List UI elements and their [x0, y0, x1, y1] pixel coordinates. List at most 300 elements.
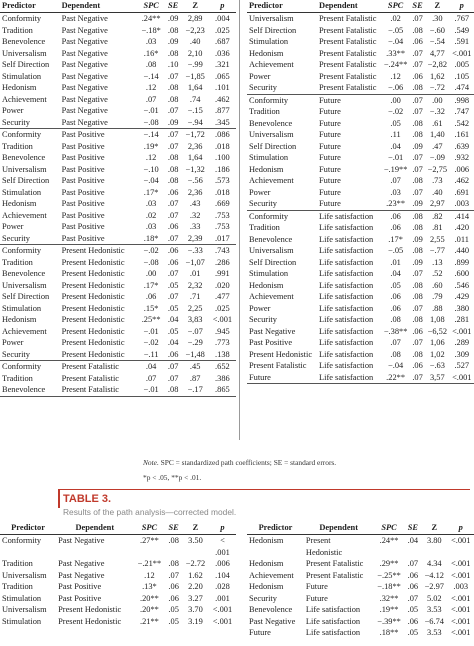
table-cell: .003	[453, 582, 469, 591]
table-cell: −.11	[138, 349, 165, 361]
table-cell: <.001	[450, 372, 474, 384]
table-cell: Life satisfaction	[319, 280, 374, 290]
column-header: SE	[405, 522, 421, 535]
table-cell: Power	[2, 106, 24, 115]
table-cell: Past Positive	[61, 141, 105, 151]
column-header: p	[209, 0, 236, 13]
table-cell: Life satisfaction	[305, 628, 361, 637]
table-cell: .03	[145, 37, 157, 46]
table-row	[247, 48, 474, 60]
table-cell: .05	[390, 280, 401, 290]
column-header: Dependent	[56, 522, 133, 535]
table-cell: .420	[454, 223, 470, 232]
table-cell: .08	[167, 164, 179, 174]
table-cell: 2,97	[425, 198, 449, 210]
table-cell: .08	[167, 48, 179, 58]
table-cell: .474	[450, 82, 474, 94]
column-header: SPC	[373, 522, 404, 535]
table-row	[0, 25, 236, 37]
table-cell: Past Positive	[61, 222, 105, 231]
table-cell: Present Hedonistic	[61, 257, 125, 267]
table-row	[247, 268, 474, 280]
table-cell: .07	[412, 14, 423, 23]
table-cell: .025	[215, 303, 230, 313]
table-cell: Universalism	[2, 48, 47, 58]
table-row	[247, 59, 474, 71]
table-cell: .16*	[143, 48, 159, 58]
table-row	[247, 13, 474, 25]
column-header: p	[209, 522, 236, 535]
table-row	[247, 118, 474, 130]
table-cell: 1,06	[429, 338, 445, 347]
table-cell: .33	[189, 222, 201, 231]
table-cell: Hedonism	[2, 199, 37, 208]
table-cell: Present Hedonistic	[61, 269, 125, 278]
table-cell: .40	[432, 187, 443, 197]
table-cell: Future	[319, 187, 341, 197]
table-cell: .991	[215, 269, 230, 278]
column-header: Z	[421, 522, 447, 535]
table-cell: 1,64	[187, 153, 203, 162]
table-cell: Security	[249, 593, 277, 603]
table-cell: Past Positive	[58, 582, 102, 591]
table-cell: .09	[412, 257, 423, 267]
table-cell: Present Hedonistic	[61, 338, 125, 347]
table-cell: .08	[390, 315, 401, 324]
table-cell: 4,77	[429, 48, 445, 58]
table3-left	[0, 522, 236, 627]
table-cell: Future	[305, 582, 328, 591]
table-cell: Life satisfaction	[319, 257, 374, 267]
table-row	[0, 141, 236, 153]
table-header-row	[0, 522, 236, 535]
table-cell: .33**	[386, 48, 406, 58]
table-cell: .006	[215, 559, 230, 568]
table-cell: Life satisfaction	[319, 303, 374, 313]
table-cell: −.32	[429, 107, 445, 116]
table-cell: .07	[412, 338, 423, 347]
table-cell: −.77	[429, 246, 445, 255]
table-cell: −.21**	[137, 559, 162, 568]
table-cell: Self Direction	[249, 25, 297, 35]
table-cell: .12	[145, 83, 157, 92]
table-cell: −.18*	[141, 25, 161, 35]
table-cell: .21**	[139, 616, 159, 626]
table-cell: .03	[145, 199, 157, 208]
table-cell: Life satisfaction	[319, 349, 374, 359]
table-cell: .036	[215, 48, 230, 58]
table-cell: Life satisfaction	[319, 223, 374, 232]
table-cell: .08	[167, 176, 179, 185]
table-cell: −.14	[143, 71, 159, 81]
significance-note: *p < .05, **p < .01.	[143, 473, 202, 482]
table-cell: .025	[215, 25, 230, 35]
table-cell: Security	[249, 315, 277, 324]
table-cell: Past Positive	[61, 164, 105, 174]
column-header: SPC	[381, 0, 410, 13]
table-cell: .40	[189, 37, 201, 46]
table-cell: .08	[167, 153, 179, 162]
table-row	[247, 106, 474, 118]
table-cell: .07	[168, 570, 179, 580]
table-cell: .08	[412, 315, 423, 324]
table-cell: Present Hedonistic	[61, 280, 125, 290]
table-cell: Present Fatalistic	[305, 559, 364, 568]
table-cell: 2.20	[188, 582, 203, 591]
table-row	[0, 210, 236, 222]
table-header-row	[0, 0, 236, 13]
table-cell: Future	[319, 141, 341, 151]
table-cell: .06	[167, 187, 179, 197]
table-row	[247, 245, 474, 257]
table-cell: Future	[319, 107, 341, 116]
table-cell: Past Positive	[61, 210, 105, 220]
column-header: Z	[182, 0, 209, 13]
table-cell: .932	[454, 153, 470, 162]
table-cell: Past Positive	[61, 187, 105, 197]
table-cell: Past Positive	[61, 199, 105, 208]
table-cell: .001	[215, 593, 230, 603]
table-cell: Universalism	[2, 605, 47, 614]
table-cell: < .001	[215, 536, 230, 557]
table-cell: .086	[215, 130, 230, 139]
table-cell: .12	[145, 153, 157, 162]
table-cell: 1,08	[429, 315, 445, 324]
table-cell: .309	[454, 349, 470, 359]
table-cell: Present Fatalistic	[60, 384, 138, 396]
table-cell: .011	[454, 234, 469, 244]
table-row	[247, 164, 474, 176]
table-cell: .321	[215, 60, 230, 69]
table-cell: .04	[167, 315, 179, 324]
table-cell: Conformity	[249, 211, 289, 221]
column-header: Z	[182, 522, 209, 535]
table-cell: Present Hedonistic	[61, 292, 125, 301]
table-row	[247, 36, 474, 48]
table-cell: .07	[412, 303, 423, 313]
table-cell: Future	[249, 628, 271, 637]
table-cell: Future	[319, 118, 341, 128]
table-cell: −.06	[381, 82, 410, 94]
table-cell: .47	[432, 141, 443, 151]
table3-caption: Results of the path analysis—corrected model.	[63, 507, 237, 517]
table-cell: .82	[432, 211, 443, 221]
table-row	[0, 36, 236, 48]
table-cell: Tradition	[2, 559, 33, 568]
table-cell: .542	[454, 118, 470, 128]
table-cell: −.08	[143, 257, 159, 267]
table-cell: Hedonism	[2, 315, 37, 324]
table-cell: .04	[167, 338, 179, 347]
table-cell: Conformity	[249, 95, 289, 105]
table-cell: −.14	[143, 130, 159, 139]
table-cell: .747	[454, 107, 470, 116]
table-cell: .08	[412, 211, 423, 221]
table-row	[247, 326, 474, 338]
table-cell: .429	[454, 292, 470, 301]
table-row	[0, 175, 236, 187]
table-cell: .06	[412, 326, 423, 336]
table-cell: −.01	[388, 153, 404, 162]
table-cell: Conformity	[2, 14, 42, 23]
table-cell: .04	[145, 362, 157, 371]
table-cell: .08	[412, 349, 423, 359]
table-cell: Self Direction	[249, 141, 297, 151]
table-cell: Stimulation	[249, 37, 289, 46]
table-cell: 2,32	[187, 280, 203, 290]
table-cell: .386	[215, 373, 230, 383]
table-cell: −6.74	[424, 616, 444, 626]
table-cell: Present Hedonistic	[58, 616, 122, 626]
table-cell: .10	[167, 60, 179, 69]
table-cell: 1,02	[429, 349, 445, 359]
column-header: Dependent	[317, 0, 381, 13]
table-cell: −.38**	[383, 326, 408, 336]
table-cell: .161	[454, 130, 470, 139]
table-cell: <.001	[212, 315, 233, 324]
table-cell: .79	[432, 292, 443, 301]
table-note	[143, 458, 336, 467]
table-row	[0, 152, 236, 164]
table-cell: .07	[412, 107, 423, 116]
table-cell: .08	[412, 118, 423, 128]
table-row	[247, 360, 474, 372]
table-cell: .743	[215, 246, 230, 255]
table-cell: <.001	[452, 48, 472, 58]
table-cell: .09	[167, 14, 179, 23]
table-cell: Past Negative	[61, 71, 108, 81]
table-cell: Achievement	[249, 570, 294, 580]
table-cell: .06	[412, 37, 423, 46]
table-cell: .13	[432, 257, 443, 267]
table-row	[0, 303, 236, 315]
table-row	[0, 361, 236, 373]
table-cell: Present Hedonistic	[58, 605, 122, 614]
table-cell: 3.27	[188, 593, 203, 603]
table-row	[0, 221, 236, 233]
table-row	[247, 291, 474, 303]
table-cell: .003	[450, 198, 474, 210]
table-row	[247, 152, 474, 164]
table-cell: Security	[0, 349, 60, 361]
table-row	[247, 570, 474, 582]
table-cell: <.001	[451, 605, 471, 614]
table-cell: .06	[168, 582, 179, 591]
table-cell: Past Negative	[61, 60, 108, 69]
table-cell: .07	[407, 593, 419, 603]
table-cell: Life satisfaction	[319, 292, 374, 301]
table-cell: 3.80	[426, 536, 442, 545]
table-cell: .07	[167, 130, 179, 139]
table-cell: Power	[249, 187, 271, 197]
table-cell: .06	[167, 222, 179, 231]
table-cell: .08	[165, 384, 182, 396]
table-cell: Past Positive	[61, 176, 105, 185]
table3-right	[247, 522, 474, 639]
table-cell: Past Positive	[58, 593, 102, 603]
table-cell: −6,52	[427, 326, 448, 336]
table-cell: .573	[215, 176, 230, 185]
table-cell: .05	[407, 628, 419, 637]
table-cell: Past Positive	[60, 233, 138, 245]
table-row	[0, 349, 236, 361]
table-row	[247, 337, 474, 349]
table-cell: .20**	[139, 593, 159, 603]
table-cell: .652	[215, 362, 230, 371]
table-cell: Benevolence	[2, 37, 46, 46]
table-cell: −.09	[429, 153, 445, 162]
table-cell: .07	[145, 373, 157, 383]
table-cell: .30	[432, 14, 443, 23]
table-cell: .09	[412, 234, 423, 244]
table-cell: Past Negative	[61, 37, 108, 46]
table-cell: Past Negative	[61, 94, 108, 104]
table-cell: .45	[189, 362, 201, 371]
column-header: Predictor	[0, 0, 60, 13]
table-cell: .06	[168, 593, 179, 603]
table-cell: .018	[215, 141, 230, 151]
table-row	[247, 372, 474, 384]
table-row	[0, 384, 236, 396]
table-cell: .73	[432, 176, 443, 185]
column-header: Predictor	[247, 522, 304, 535]
table-cell: Power	[249, 303, 271, 313]
table-row	[0, 604, 236, 616]
table-cell: .32	[189, 210, 201, 220]
table-cell: .186	[215, 164, 230, 174]
table-cell: Past Positive	[61, 153, 105, 162]
table-cell: .345	[209, 117, 236, 129]
table-cell: <.001	[451, 559, 471, 568]
table-cell: .07	[167, 210, 179, 220]
table-cell: Achievement	[249, 292, 294, 301]
table-row	[0, 581, 236, 593]
column-header: p	[448, 522, 474, 535]
table-cell: Stimulation	[2, 616, 42, 626]
table-cell: Life satisfaction	[319, 246, 374, 255]
table-cell: Present Fatalistic	[317, 82, 381, 94]
table-cell: Past Negative	[61, 106, 108, 115]
table-cell: <.001	[212, 616, 233, 626]
table-cell: Universalism	[2, 570, 47, 580]
table-cell: Present Fatalistic	[319, 60, 377, 69]
table-cell: .06	[390, 292, 401, 301]
table-cell: Achievement	[249, 60, 294, 69]
table-cell: −.01	[143, 326, 159, 336]
table-cell: Future	[319, 95, 341, 105]
table-cell: .600	[454, 269, 470, 278]
table-row	[247, 604, 474, 616]
table-cell: −.54	[429, 37, 445, 46]
table-row	[0, 71, 236, 83]
table-cell: .00	[145, 269, 157, 278]
table-cell: −1,48	[182, 349, 209, 361]
table-cell: −.02	[143, 246, 159, 255]
table-cell: .24**	[379, 536, 399, 545]
table3-header-frame	[58, 489, 470, 508]
table-cell: .08	[167, 94, 179, 104]
table-cell: Present Fatalistic	[61, 373, 120, 383]
table-cell: .100	[215, 153, 230, 162]
table-cell: −.15	[187, 106, 203, 115]
table-cell: .06	[412, 71, 423, 81]
table-cell: .04	[407, 536, 419, 545]
column-header: Z	[425, 0, 449, 13]
table-cell: .669	[215, 199, 230, 208]
table-cell: Self Direction	[2, 292, 50, 301]
table-row	[247, 257, 474, 269]
column-header: Predictor	[247, 0, 317, 13]
table-cell: <.001	[451, 628, 471, 637]
table-cell: .865	[209, 384, 236, 396]
table-row	[247, 234, 474, 246]
table-cell: −.19**	[383, 164, 408, 174]
table-cell: .27**	[139, 536, 159, 545]
table-cell: .05	[168, 605, 179, 614]
table-cell: .07	[412, 164, 423, 174]
table-cell: .19*	[143, 141, 159, 151]
table-cell: .05	[168, 616, 179, 626]
table-cell: Tradition	[249, 223, 280, 232]
table-cell: .03	[145, 222, 157, 231]
table-cell: .08	[412, 176, 423, 185]
table-cell: Life satisfaction	[319, 234, 374, 244]
table-cell: 2,10	[187, 48, 203, 58]
table-cell: .005	[454, 60, 470, 69]
table-row	[0, 558, 236, 570]
table-row	[0, 129, 236, 141]
table-cell: −.17	[182, 384, 209, 396]
table-cell: −.72	[425, 82, 449, 94]
table-cell: Security	[247, 82, 317, 94]
table-cell: Past Negative	[61, 83, 108, 92]
table-cell: .05	[390, 118, 401, 128]
table-cell: .71	[189, 292, 201, 301]
table-cell: .04	[390, 269, 401, 278]
table-cell: Present Hedonistic	[61, 326, 125, 336]
table-cell: Tradition	[2, 141, 33, 151]
table-cell: .81	[432, 223, 443, 232]
table-cell: Life satisfaction	[319, 211, 374, 221]
table-cell: .11	[390, 130, 401, 139]
table-cell: Hedonism	[249, 536, 284, 545]
table-cell: .07	[167, 199, 179, 208]
table-cell: .020	[215, 280, 230, 290]
table-row	[0, 13, 236, 25]
table-cell: −.10	[143, 164, 159, 174]
table-cell: Present Hedonistic	[61, 303, 125, 313]
table-cell: .07	[167, 106, 179, 115]
table-cell: Present Fatalistic	[319, 48, 377, 58]
table-cell: .101	[215, 83, 230, 92]
column-header: Dependent	[60, 0, 138, 13]
table-cell: −2,82	[427, 60, 448, 69]
table-cell: Present Fatalistic	[319, 25, 377, 35]
column-header: SPC	[138, 0, 165, 13]
table-cell: Hedonism	[249, 559, 284, 568]
table-cell: −.02	[143, 338, 159, 347]
table-cell: Tradition	[2, 257, 33, 267]
table-cell: .767	[454, 14, 470, 23]
table-row	[247, 349, 474, 361]
table-cell: .87	[189, 373, 201, 383]
table-cell: .08	[412, 25, 423, 35]
table-cell: .00	[432, 95, 443, 105]
table-cell: .753	[215, 222, 230, 231]
table-cell: Past Negative	[61, 48, 108, 58]
table-cell: Past Negative	[61, 14, 108, 23]
table-cell: .08	[412, 280, 423, 290]
